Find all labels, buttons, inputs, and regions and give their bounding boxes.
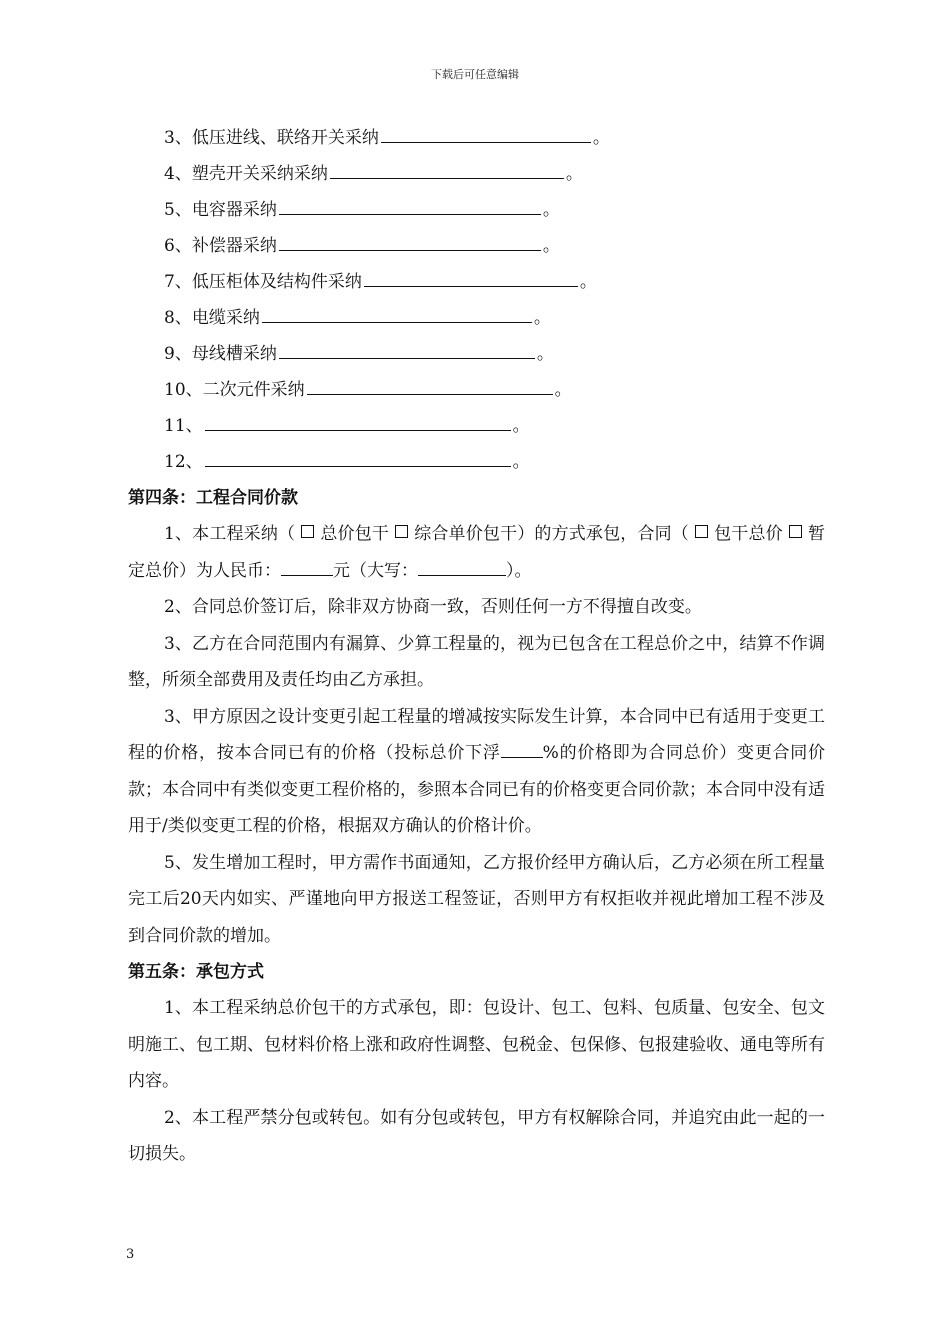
list-item (164, 120, 825, 156)
text-span: ）。 (506, 560, 532, 581)
list-item (164, 336, 825, 372)
text-span: 暂定总价）为人民币： (128, 524, 825, 581)
item-number: 11、 (164, 416, 203, 436)
checkbox-fixed-total[interactable] (695, 525, 708, 538)
list-item (164, 156, 825, 192)
article-5-paragraph-2: 2、本工程严禁分包或转包。如有分包或转包，甲方有权解除合同，并追究由此一起的一切损失。 (128, 1107, 825, 1164)
article-4-paragraph-1 (128, 516, 825, 589)
item-label: 补偿器采纳 (191, 236, 277, 256)
fill-blank[interactable] (262, 300, 532, 323)
article-5-paragraph-1: 1、本工程采纳总价包干的方式承包，即：包设计、包工、包料、包质量、包安全、包文明施工、包工期、包材料价格上涨和政府性调整、包税金、包保修、包报建验收、通电等所有内容。 (128, 998, 825, 1091)
item-end: 。 (542, 236, 560, 256)
item-end: 。 (542, 200, 560, 220)
document-body (128, 120, 825, 1173)
checkbox-unit-price[interactable] (395, 525, 408, 538)
item-number: 9、 (164, 344, 192, 364)
item-label: 二次元件采纳 (202, 380, 305, 400)
article-4-paragraph-3: 3、乙方在合同范围内有漏算、少算工程量的，视为已包含在工程总价之中，结算不作调整，所须全部费用及责任均由乙方承担。 (128, 633, 825, 690)
item-label: 塑壳开关采纳采纳 (191, 164, 328, 184)
page-number: 3 (126, 1247, 135, 1262)
item-end: 。 (512, 452, 530, 472)
item-number: 10、 (164, 380, 203, 400)
text-span: 1、本工程采纳（ (164, 524, 296, 544)
amount-blank[interactable] (281, 555, 333, 576)
item-end: 。 (512, 416, 530, 436)
list-item (164, 228, 825, 264)
item-end: 。 (592, 128, 610, 148)
item-number: 5、 (164, 200, 192, 220)
item-end: 。 (533, 308, 551, 328)
item-number: 6、 (164, 236, 192, 256)
text-span: 包干总价 (713, 524, 783, 544)
checkbox-provisional-total[interactable] (789, 525, 802, 538)
list-item (164, 192, 825, 228)
text-span: 3、甲方原因之设计变更引起工程量的增减按实际发生计算，本合同中已有适用于变更工程的价格，按本合同已有的价格（投标总价下浮 (128, 706, 825, 763)
item-number: 7、 (164, 272, 192, 292)
item-end: 。 (554, 380, 572, 400)
fill-blank[interactable] (307, 372, 553, 395)
item-end: 。 (536, 344, 554, 364)
list-item (164, 300, 825, 336)
item-end: 。 (579, 272, 597, 292)
item-label: 低压柜体及结构件采纳 (191, 272, 362, 292)
item-label: 母线槽采纳 (191, 344, 277, 364)
article-4-paragraph-5: 5、发生增加工程时，甲方需作书面通知，乙方报价经甲方确认后，乙方必须在所工程量完工后20天内如实、严谨地向甲方报送工程签证，否则甲方有权拒收并视此增加工程不涉及到合同价款的增加。 (128, 852, 825, 946)
fill-blank[interactable] (381, 120, 591, 143)
list-item (164, 264, 825, 300)
item-label: 低压进线、联络开关采纳 (191, 128, 379, 148)
item-label: 电容器采纳 (191, 200, 277, 220)
fill-blank[interactable] (279, 192, 541, 215)
item-number: 12、 (164, 452, 203, 472)
item-number: 3、 (164, 128, 192, 148)
list-item (164, 408, 825, 444)
article-4-heading: 第四条：工程合同价款 (128, 488, 298, 508)
list-item (164, 444, 825, 480)
fill-blank[interactable] (205, 408, 511, 431)
fill-blank[interactable] (330, 156, 564, 179)
header-note: 下载后可任意编辑 (431, 68, 519, 81)
item-number: 4、 (164, 164, 192, 184)
fill-blank[interactable] (364, 264, 578, 287)
item-end: 。 (565, 164, 583, 184)
fill-blank[interactable] (205, 444, 511, 467)
amount-words-blank[interactable] (418, 555, 506, 576)
list-item (164, 372, 825, 408)
text-span: 元（大写： (333, 560, 418, 581)
discount-blank[interactable] (501, 737, 543, 758)
article-4-paragraph-4 (128, 699, 825, 845)
text-span: %的价格即为合同总价）变更合同价款；本合同中有类似变更工程价格的，参照本合同已有的价格变更合同价款；本合同中没有适用于/类似变更工程的价格，根据双方确认的价格计价。 (128, 743, 826, 836)
fill-blank[interactable] (279, 228, 541, 251)
article-5-heading: 第五条：承包方式 (128, 962, 264, 982)
article-4-paragraph-2: 2、合同总价签订后，除非双方协商一致，否则任何一方不得擅自改变。 (164, 597, 702, 617)
checkbox-lump-sum[interactable] (301, 525, 314, 538)
fill-blank[interactable] (279, 336, 535, 359)
item-number: 8、 (164, 308, 192, 328)
item-label: 电缆采纳 (191, 308, 260, 328)
text-span: 综合单价包干）的方式承包，合同（ (414, 524, 689, 544)
text-span: 总价包干 (320, 524, 390, 544)
